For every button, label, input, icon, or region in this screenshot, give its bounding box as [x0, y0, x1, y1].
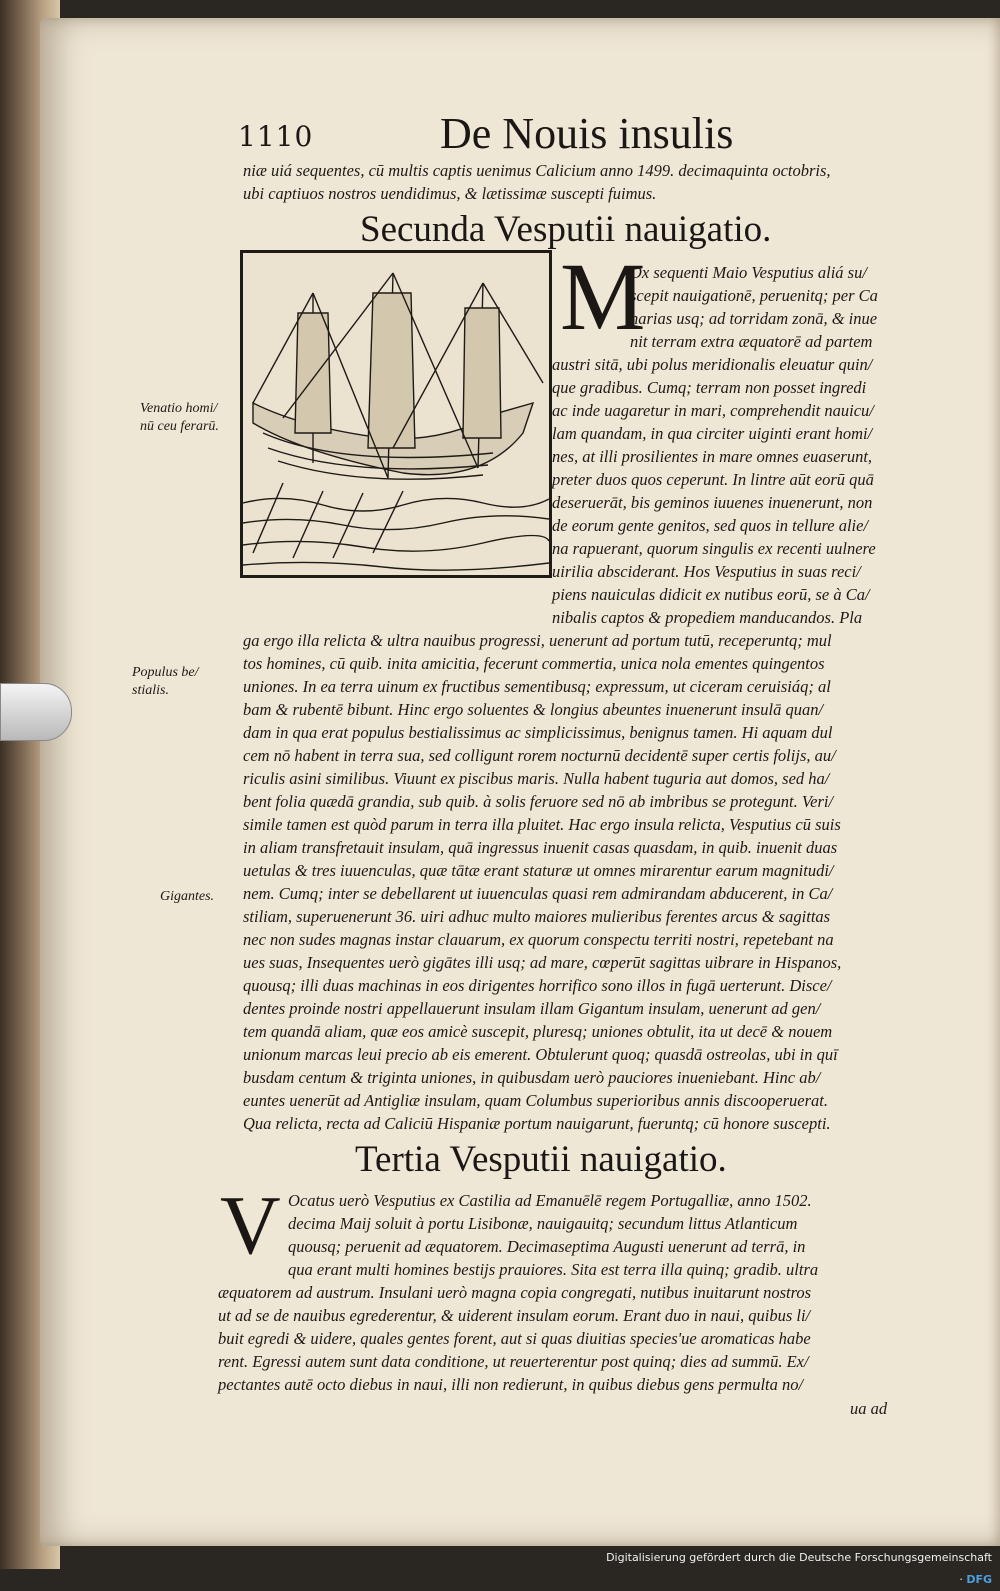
text-line: uirilia absciderant. Hos Vesputius in suas reci/ [552, 562, 861, 581]
text-line: uniones. In ea terra uinum ex fructibus sementibusq; expressum, ut ciceram ceruisiáq; al [243, 677, 831, 696]
text-line: nit terram extra æquatorē ad partem [630, 332, 873, 351]
text-line: bent folia quædā grandia, sub quib. à solis feruore sed nō ab imbribus se protegunt. Veri/ [243, 792, 834, 811]
text-line: austri sitā, ubi polus meridionalis eleuatur quin/ [552, 355, 873, 374]
text-line: niæ uiá sequentes, cū multis captis uenimus Calicium anno 1499. decimaquinta octobris, [243, 161, 831, 180]
marginal-note: Populus be/ [132, 665, 199, 680]
text-line: æquatorem ad austrum. Insulani uerò magna copia congregati, nutibus inuitarunt nostros [218, 1283, 812, 1302]
running-title: De Nouis insulis [440, 109, 734, 158]
digitization-credit [600, 1547, 1000, 1586]
text-line: dentes proinde nostri appellauerunt insulam illam Gigantum insulam, uenerunt ad gen/ [243, 999, 821, 1018]
text-line: Ocatus uerò Vesputius ex Castilia ad Emanuēlē regem Portugalliæ, anno 1502. [288, 1191, 812, 1210]
ship-woodcut-illustration [240, 250, 552, 578]
drop-cap-initial-v: V [220, 1179, 281, 1272]
credit-text: Digitalisierung gefördert durch die Deutsche Forschungsgemeinschaft · [606, 1551, 992, 1586]
text-line: piens nauiculas didicit ex nutibus eorū, se à Ca/ [552, 585, 870, 604]
text-line: euntes uenerūt ad Antigliæ insulam, quam Columbus superioribus annis discooperuerat. [243, 1091, 828, 1110]
text-line: buit egredi & uidere, quales gentes forent, aut si quas diuitias species'ue aromaticas habe [218, 1329, 811, 1348]
text-line: ac inde uagaretur in mari, comprehendit nauicu/ [552, 401, 874, 420]
text-line: qua erant multi homines bestijs prauiores. Sita est terra illa quinq; gradib. ultra [288, 1260, 819, 1279]
text-line: ga ergo illa relicta & ultra nauibus progressi, uenerunt ad portum tutū, receperuntq; mul [243, 631, 832, 650]
text-line: cem nō habent in terra sua, sed colligunt rorem nocturnū decidentē super certis folijs, au/ [243, 746, 836, 765]
text-line: uetulas & tres iuuenculas, quæ tātæ erant staturæ ut omnes mirarentur earum magnitudi/ [243, 861, 834, 880]
text-line: quousq; peruenit ad æquatorem. Decimaseptima Augusti uenerunt ad terrā, in [288, 1237, 806, 1256]
text-line: ues suas, Insequentes uerò gigātes illi usq; ad mare, cœperūt sagittas uibrare in Hispanos, [243, 953, 842, 972]
text-line: Ox sequenti Maio Vesputius aliá su/ [630, 263, 867, 282]
text-line: na rapuerant, quorum singulis ex recenti uulnere [552, 539, 876, 558]
page-clip [0, 683, 72, 741]
text-line: busdam centum & triginta uniones, in quibusdam uerò pauciores inueniebant. Hinc ab/ [243, 1068, 821, 1087]
text-line: deseruerāt, bis geminos iuuenes inuenerunt, non [552, 493, 873, 512]
text-line: dam in qua erat populus bestialissimus ac simplicissimus, benignus tamen. Hi aquam dul [243, 723, 833, 742]
text-line: nem. Cumq; inter se debellarent ut iuuenculas quasi rem admirandam abducerent, in Ca/ [243, 884, 833, 903]
marginal-note: nū ceu ferarū. [140, 419, 219, 434]
text-line: lam quandam, in qua circiter uiginti erant homi/ [552, 424, 873, 443]
text-line: ubi captiuos nostros uendidimus, & lætissimæ suscepti fuimus. [243, 184, 657, 203]
catchword: ua ad [850, 1399, 888, 1418]
text-line: que gradibus. Cumq; terram non posset ingredi [552, 378, 867, 397]
page-number: 1110 [238, 120, 314, 153]
text-line: in aliam transfretauit insulam, quā ingressus inuenit casas quasdam, in quib. inuenit duas [243, 838, 838, 857]
text-line: narias usq; ad torridam zonā, & inue [630, 309, 878, 328]
text-line: ut ad se de nauibus egrederentur, & uiderent insulam eorum. Erant duo in naui, quibus li/ [218, 1306, 811, 1325]
dfg-logo: DFG [966, 1573, 992, 1586]
text-line: pectantes autē octo diebus in naui, illi non redierunt, in quibus diebus gens permulta no/ [218, 1375, 804, 1394]
marginal-note: Gigantes. [160, 889, 215, 904]
text-line: bam & rubentē bibunt. Hinc ergo soluentes & longius abeuntes inuenerunt insulā quan/ [243, 700, 824, 719]
text-line: nec non sudes magnas instar clauarum, ex quorum conspectu territi nostri, repetebant na [243, 930, 834, 949]
drop-cap-initial-m: M [560, 243, 646, 350]
text-line: quousq; illi duas machinas in eos dirigentes horrifico sono illos in fugā uerterunt. Disce/ [243, 976, 832, 995]
section-title-secunda: Secunda Vesputii nauigatio. [360, 209, 772, 250]
section-title-tertia: Tertia Vesputii nauigatio. [355, 1139, 727, 1180]
text-line: riculis asini similibus. Viuunt ex piscibus maris. Nulla habent tuguria aut domos, sed ha/ [243, 769, 830, 788]
text-line: simile tamen est quòd parum in terra illa pluitet. Hac ergo insula relicta, Vesputius cū suis [243, 815, 841, 834]
text-line: tem quandā aliam, quæ eos amicè suscepit, pluresq; uniones obtulit, ita ut decē & nouem [243, 1022, 833, 1041]
text-line: nibalis captos & propediem manducandos. Pla [552, 608, 863, 627]
text-line: tos homines, cū quib. inita amicitia, fecerunt commertia, unica nola ementes quingentos [243, 654, 825, 673]
text-line: rent. Egressi autem sunt data conditione, ut reuerterentur post quinq; dies ad summū. Ex/ [218, 1352, 809, 1371]
text-line: nes, at illi prosilientes in mare omnes euaserunt, [552, 447, 873, 466]
text-line: stiliam, superuenerunt 36. uiri adhuc multo maiores mulieribus ferentes arcus & sagittas [243, 907, 831, 926]
text-line: decima Maij soluit à portu Lisibonæ, nauigauitq; secundum littus Atlanticum [288, 1214, 798, 1233]
text-line: scepit nauigationē, peruenitq; per Ca [630, 286, 878, 305]
marginal-note: stialis. [132, 683, 169, 698]
text-line: unionum marcas leui precio ab eis emerent. Obtulerunt quoq; quasdā ostreolas, ubi in quī [243, 1045, 838, 1064]
marginal-note: Venatio homi/ [140, 401, 218, 416]
text-line: de eorum gente genitos, sed quos in tellure alie/ [552, 516, 869, 535]
text-line: preter duos quos ceperunt. In lintre aūt eorū quā [552, 470, 874, 489]
text-line: Qua relicta, recta ad Caliciū Hispaniæ portum nauigarunt, fueruntq; cū honore suscepti. [243, 1114, 831, 1133]
